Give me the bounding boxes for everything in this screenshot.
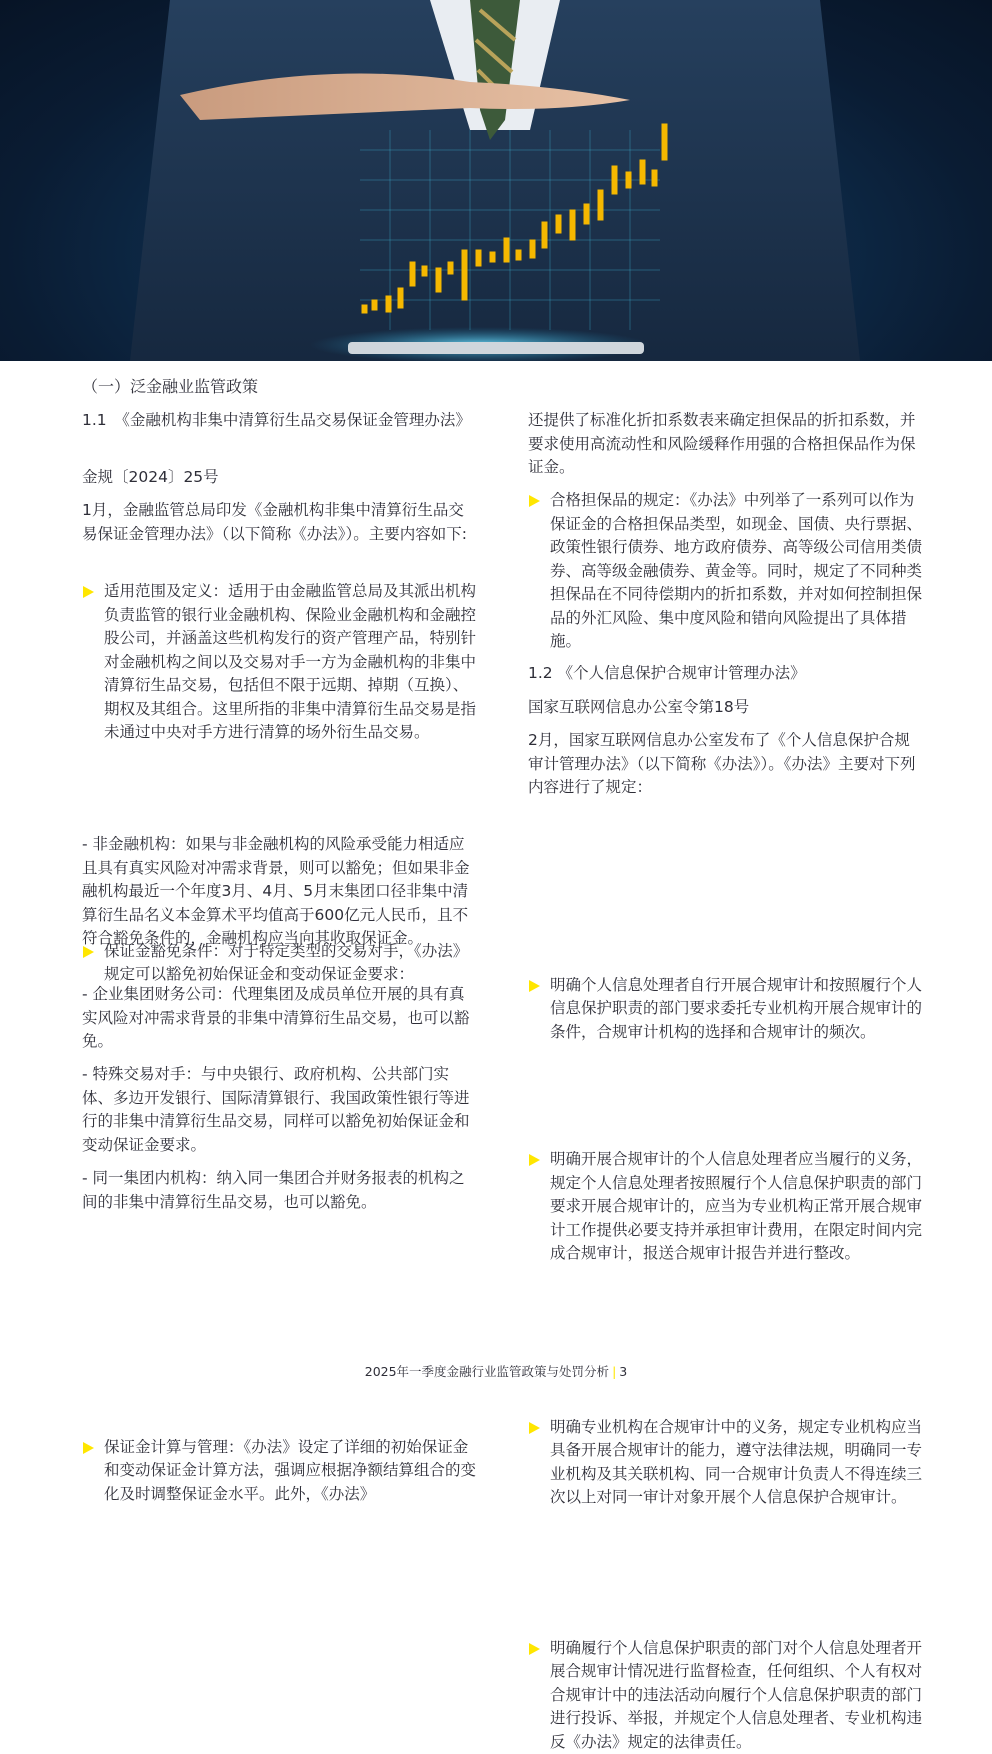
doc-number-1: 金规〔2024〕25号 [82,466,219,490]
intro-paragraph-1: 1月，金融监管总局印发《金融机构非集中清算衍生品交易保证金管理办法》（以下简称《办法》）。主要内容如下: [82,499,478,546]
bullet-exemption: 保证金豁免条件：对于特定类型的交易对手，《办法》规定可以豁免初始保证金和变动保证金要求： [82,940,478,987]
intro-paragraph-2: 2月，国家互联网信息办公室发布了《个人信息保护合规审计管理办法》（以下简称《办法》）。《办法》主要对下列内容进行了规定： [528,729,924,800]
dash-same-group: - 同一集团内机构：纳入同一集团合并财务报表的机构之间的非集中清算衍生品交易，也可以豁免。 [82,1167,478,1214]
page-number: 3 [619,1364,627,1379]
heading-1-2: 1.2 《个人信息保护合规审计管理办法》 [528,662,924,686]
dash-non-financial: - 非金融机构：如果与非金融机构的风险承受能力相适应且具有真实风险对冲需求背景，则可以豁免；但如果非金融机构最近一个年度3月、4月、5月末集团口径非集中清算衍生品名义本金算术平均值高于600亿元人民币，且不符合豁免条件的，金融机构应当向其收取保证金。 [82,833,478,951]
bullet-audit-conditions: 明确个人信息处理者自行开展合规审计和按照履行个人信息保护职责的部门要求委托专业机构开展合规审计的条件，合规审计机构的选择和合规审计的频次。 [528,974,924,1045]
bullet-agency-obligations: 明确专业机构在合规审计中的义务，规定专业机构应当具备开展合规审计的能力，遵守法律法规，明确同一专业机构及其关联机构、同一合规审计负责人不得连续三次以上对同一审计对象开展个人信息保护合规审计。 [528,1416,924,1510]
right-column [528,0,924,564]
dash-finance-company: - 企业集团财务公司：代理集团及成员单位开展的具有真实风险对冲需求背景的非集中清算衍生品交易，也可以豁免。 [82,983,478,1054]
continuation-paragraph: 还提供了标准化折扣系数表来确定担保品的折扣系数，并要求使用高流动性和风险缓释作用强的合格担保品作为保证金。 [528,409,924,480]
doc-number-2: 国家互联网信息办公室令第18号 [528,696,924,720]
footer-separator: | [612,1364,616,1379]
bullet-supervision: 明确履行个人信息保护职责的部门对个人信息处理者开展合规审计情况进行监督检查，任何组织、个人有权对合规审计中的违法活动向履行个人信息保护职责的部门进行投诉、举报，并规定个人信息处理者、专业机构违反《办法》规定的法律责任。 [528,1637,924,1754]
footer-title: 2025年一季度金融行业监管政策与处罚分析 [365,1364,609,1379]
bullet-processor-obligations: 明确开展合规审计的个人信息处理者应当履行的义务，规定个人信息处理者按照履行个人信息保护职责的部门要求开展合规审计的，应当为专业机构正常开展合规审计工作提供必要支持并承担审计费用，在限定时间内完成合规审计，报送合规审计报告并进行整改。 [528,1148,924,1266]
bullet-collateral: 合格担保品的规定：《办法》中列举了一系列可以作为保证金的合格担保品类型，如现金、国债、央行票据、政策性银行债券、地方政府债券、高等级公司信用类债券、高等级金融债券、黄金等。同时，规定了不同种类担保品在不同待偿期内的折扣系数，并对如何控制担保品的外汇风险、集中度风险和错向风险提出了具体措施。 [528,489,924,654]
heading-1-1: 1.1 《金融机构非集中清算衍生品交易保证金管理办法》 [82,409,478,433]
bullet-calculation: 保证金计算与管理：《办法》设定了详细的初始保证金和变动保证金计算方法，强调应根据净额结算组合的变化及时调整保证金水平。此外，《办法》 [82,1436,478,1507]
left-column [82,0,478,282]
dash-special-counterparty: - 特殊交易对手：与中央银行、政府机构、公共部门实体、多边开发银行、国际清算银行、我国政策性银行等进行的非集中清算衍生品交易，同样可以豁免初始保证金和变动保证金要求。 [82,1063,478,1157]
section-title: （一）泛金融业监管政策 [82,375,258,399]
page-footer [0,1362,992,1380]
bullet-scope: 适用范围及定义：适用于由金融监管总局及其派出机构负责监管的银行业金融机构、保险业金融机构和金融控股公司，并涵盖这些机构发行的资产管理产品，特别针对金融机构之间以及交易对手一方为金融机构的非集中清算衍生品交易，包括但不限于远期、掉期（互换）、期权及其组合。这里所指的非集中清算衍生品交易是指未通过中央对手方进行清算的场外衍生品交易。 [82,580,478,745]
